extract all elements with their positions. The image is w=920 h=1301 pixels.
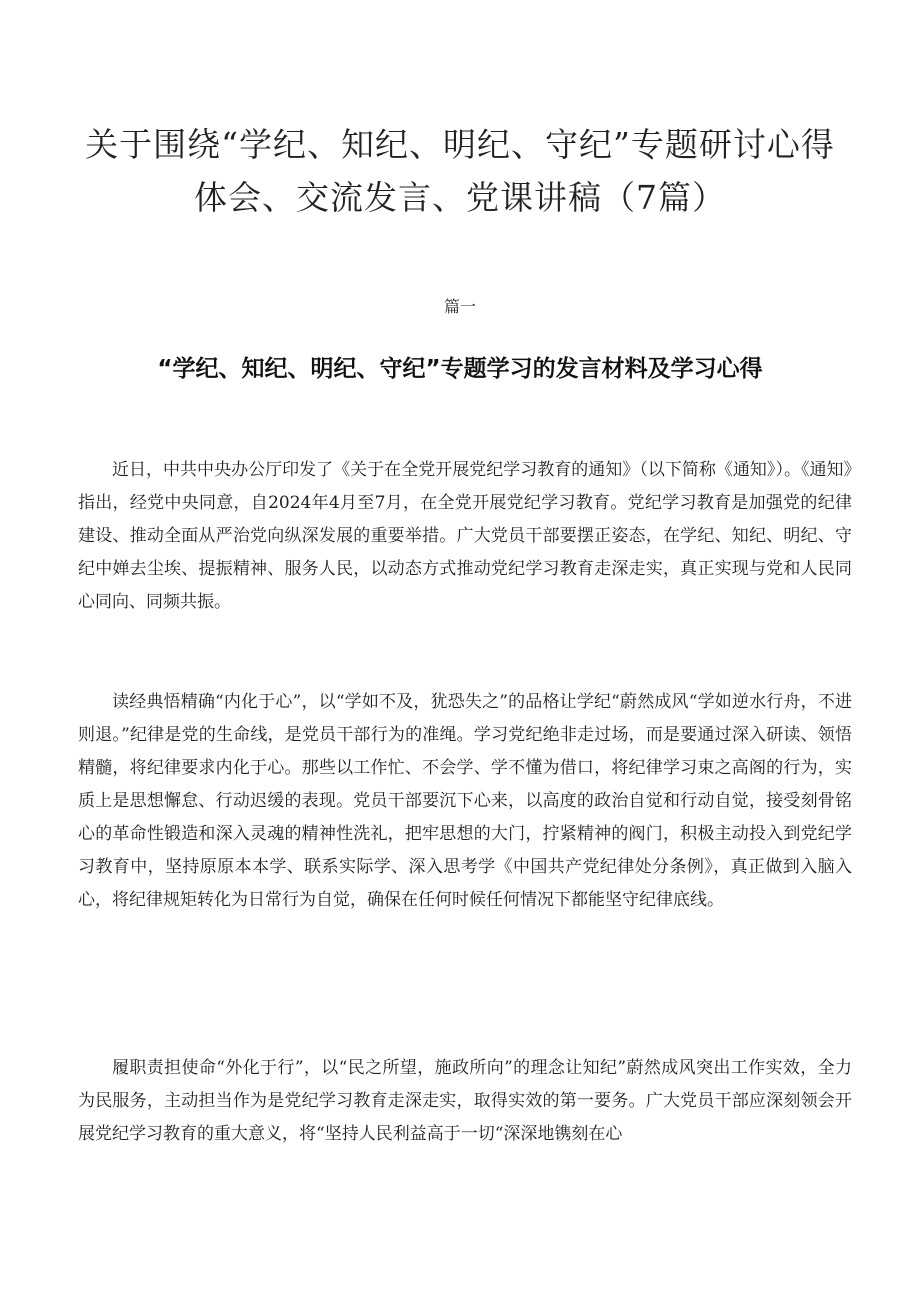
section-label: 篇一 bbox=[443, 297, 476, 316]
document-title: 关于围绕“学纪、知纪、明纪、守纪”专题研讨心得体会、交流发言、党课讲稿（7篇） bbox=[85, 125, 835, 217]
paragraph: 近日，中共中央办公厅印发了《关于在全党开展党纪学习教育的通知》（以下简称《通知》）。《通知》指出，经党中央同意，自2024年4月至7月，在全党开展党纪学习教育。党纪学习教育是加强党的纪律建设、推动全面从严治党向纵深发展的重要举措。广大党员干部要摆正姿态，在学纪、知纪、明纪、守纪中婵去尘埃、提振精神、服务人民，以动态方式推动党纪学习教育走深走实，真正实现与党和人民同心同向、同频共振。 bbox=[78, 460, 852, 612]
paragraph: 读经典悟精确“内化于心”，以“学如不及，犹恐失之”的品格让学纪“蔚然成风“学如逆水行舟，不进则退。”纪律是党的生命线，是党员干部行为的准绳。学习党纪绝非走过场，而是要通过深入研读、领悟精髓，将纪律要求内化于心。那些以工作忙、不会学、学不懂为借口，将纪律学习束之高阁的行为，实质上是思想懈怠、行动迟缓的表现。党员干部要沉下心来，以高度的政治自觉和行动自觉，接受刻骨铭心的革命性锻造和深入灵魂的精神性洗礼，把牢思想的大门，拧紧精神的阀门，积极主动投入到党纪学习教育中，坚持原原本本学、联系实际学、深入思考学《中国共产党纪律处分条例》，真正做到入脑入心，将纪律规矩转化为日常行为自觉，确保在任何时候任何情况下都能坚守纪律底线。 bbox=[78, 692, 852, 910]
section-title: “学纪、知纪、明纪、守纪”专题学习的发言材料及学习心得 bbox=[157, 356, 763, 382]
paragraph: 履职责担使命“外化于行”，以“民之所望，施政所向”的理念让知纪”蔚然成风突出工作实效，全力为民服务，主动担当作为是党纪学习教育走深走实，取得实效的第一要务。广大党员干部应深刻领会开展党纪学习教育的重大意义，将“坚持人民利益高于一切“深深地镌刻在心 bbox=[78, 1058, 852, 1144]
